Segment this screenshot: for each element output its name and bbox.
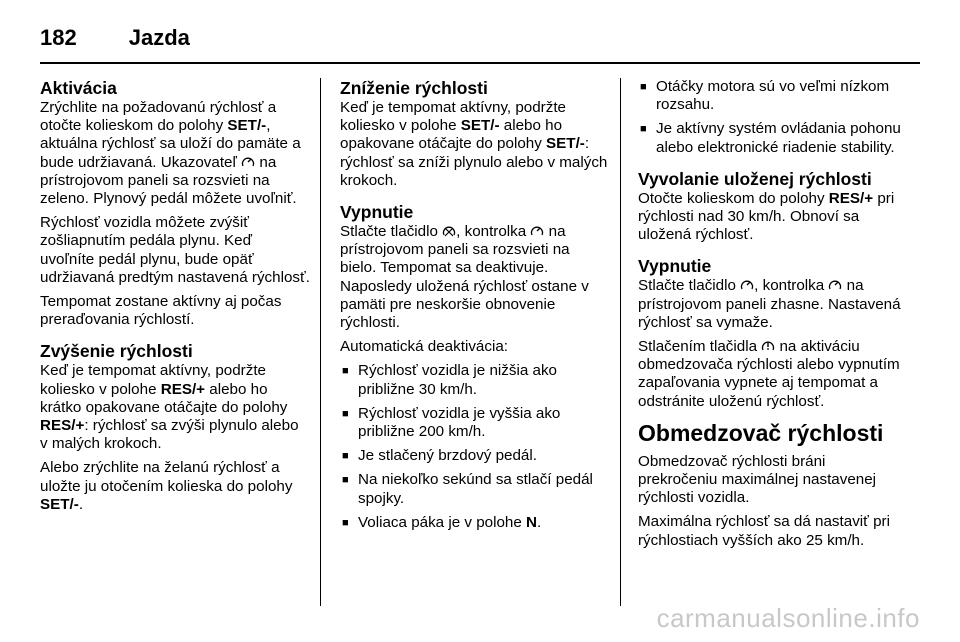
heading-aktivacia: Aktivácia [40,78,117,98]
list-item: ■ Voliaca páka je v polohe N. [340,514,610,532]
cruise-control-icon [241,156,255,168]
heading-vypnutie: Vypnutie [340,202,414,223]
paragraph: Zrýchlite na požadovanú rýchlosť a otočte kolieskom do polohy SET/-, aktuálna rýchlosť sa uloží do pamäte a bude udržiavaná. Ukazovateľ na prístrojovom paneli sa rozsvieti na zeleno. Plynový pedál môžete uvoľniť. [40,99,301,208]
header-rule [40,62,920,64]
list-item: ■ Rýchlosť vozidla je nižšia ako približne 30 km/h. [340,362,610,398]
paragraph: Keď je tempomat aktívny, podržte koliesko v polohe SET/- alebo ho opakovane otáčajte do polohy SET/-: rýchlosť sa zníži plynulo alebo v malých krokoch. [340,99,608,189]
list-item: ■ Na niekoľko sekúnd sa stlačí pedál spojky. [340,471,610,507]
column-divider [320,78,321,606]
list-item: ■ Rýchlosť vozidla je vyššia ako približne 200 km/h. [340,405,610,441]
cruise-control-icon [530,225,544,237]
list-item: ■ Je aktívny systém ovládania pohonu alebo elektronické riadenie stability. [638,120,908,156]
cruise-control-icon [828,279,842,291]
heading-zvysenie: Zvýšenie rýchlosti [40,341,193,362]
paragraph: Rýchlosť vozidla môžete zvýšiť zošliapnutím pedála plynu. Keď uvoľníte pedál plynu, bude opäť udržiavaná predtým nastavená rýchlosť. [40,214,310,286]
column-1 [40,78,310,520]
heading-obmedzovac: Obmedzovač rýchlosti [638,419,884,446]
paragraph: Alebo zrýchlite na želanú rýchlosť a uložte ju otočením kolieska do polohy SET/-. [40,459,293,513]
heading-vyvolanie: Vyvolanie uloženej rýchlosti [638,168,872,189]
paragraph: Stlačte tlačidlo , kontrolka na prístrojovom paneli sa rozsvieti na bielo. Tempomat sa deaktivuje. Naposledy uložená rýchlosť ostane v pamäti pre neskoršie obnovenie rýchlosti. [340,223,589,332]
bullet-list [340,362,610,532]
list-item: ■ Otáčky motora sú vo veľmi nízkom rozsahu. [638,78,908,114]
paragraph: Maximálna rýchlosť sa dá nastaviť pri rýchlostiach vyšších ako 25 km/h. [638,513,890,549]
list-item: ■ Je stlačený brzdový pedál. [340,447,610,465]
column-3 [638,78,908,556]
speed-limiter-icon [761,340,775,352]
column-2 [340,78,610,538]
paragraph: Otočte kolieskom do polohy RES/+ pri rýchlosti nad 30 km/h. Obnoví sa uložená rýchlosť. [638,189,895,244]
cruise-off-button-icon [442,225,456,237]
paragraph: Automatická deaktivácia: [340,338,508,356]
heading-vypnutie: Vypnutie [638,256,712,277]
cruise-control-button-icon [740,279,754,291]
paragraph: Obmedzovač rýchlosti bráni prekročeniu maximálnej nastavenej rýchlosti vozidla. [638,452,877,507]
paragraph: Stlačte tlačidlo , kontrolka na prístrojovom paneli zhasne. Nastavená rýchlosť sa vymaže. [638,277,901,331]
watermark: carmanualsonline.info [656,603,920,633]
paragraph: Tempomat zostane aktívny aj počas preraďovania rýchlostí. [40,293,282,329]
paragraph: Stlačením tlačidla na aktiváciu obmedzovača rýchlosti alebo vypnutím zapaľovania vypnete aj tempomat a odstránite uloženú rýchlosť. [638,338,900,410]
page-number: 182 [40,25,77,50]
bullet-list [638,78,908,157]
heading-znizenie: Zníženie rýchlosti [340,78,488,98]
chapter-title: Jazda [128,25,190,50]
column-divider [620,78,621,606]
paragraph: Keď je tempomat aktívny, podržte koliesko v polohe RES/+ alebo ho krátko opakovane otáčajte do polohy RES/+: rýchlosť sa zvýši plynulo alebo v malých krokoch. [40,362,299,453]
page-header [40,18,920,58]
